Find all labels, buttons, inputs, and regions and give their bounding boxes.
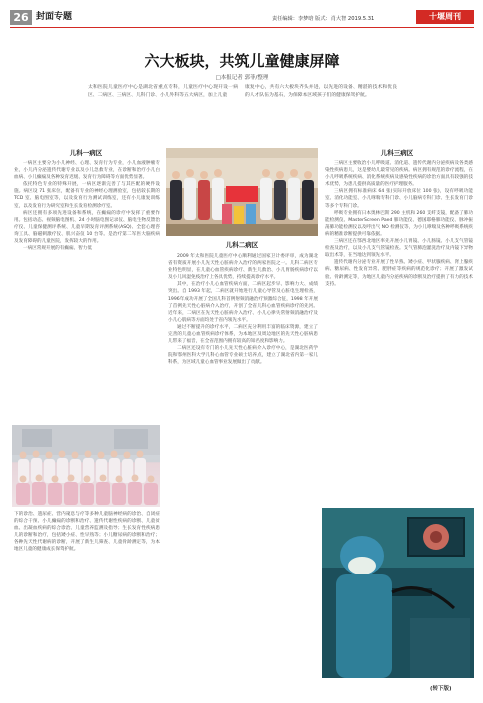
ward2-paragraph: 通过不断提升的诊疗水平，二病区充分利用丰富的临床资源，建立了完善的儿童心血管疾病诊疗体系，为本地区及周边地区的先天性心脏病患儿带来了福音，在全省范围内拥有较高的知名度和影响力。 — [168, 324, 318, 345]
ward1-paragraph: 依托特色专业的特殊开展，一病区逐渐完善了与其匹配的硬件设施。病区设 71 张床位，配备有专业的神经心理测验室，包括较长期的 TCD 室、脑电图室等，以及发育行为测试训练室，还有小儿康复训练室，以及发育行为研究室和生长发育检测诊疗室。 — [14, 182, 160, 209]
editor-info: 责任编辑：李梦晗 版式：肖大智 2019.5.31 — [272, 16, 375, 22]
ward1-text-bottom — [14, 511, 160, 676]
ward1-nurses-photo — [12, 425, 160, 507]
ward3-text — [325, 160, 473, 505]
ward2-paragraph: 其中，在治疗小儿心血管疾病方面，二病区起步早、影响力大、成绩突出。自 1993 年起，二病区就开始进行儿童心导管及心脏电生理检查，1996年成功开展了全国儿科首例射频消融治疗预激综合征，1998 年开展了首例先天性心脏病介入治疗，开创了全省儿科心血管疾病诊疗的先河。近年来，二病区在先天性心脏病介入治疗、小儿心律失常射频消融治疗及小儿心肌病等方面均处于省内领先水平。 — [168, 282, 318, 323]
ward1-paragraph: 病区还拥有多项先进设备和系统，在癫痫的诊疗中发挥了重要作用。包括动态、视频脑电图机、24 小时脑电图记录仪、脑电生物反馈治疗仪、儿童保健测评系统、儿童早期发育评测系统(ASQ)、全套心理咨询工具、脑磁刺激疗仪、肌兴奋仪 10 台等。是治疗第二军医大脑疾病及发育障碍的儿童医院，发挥较大的作用。 — [14, 210, 160, 245]
paper-name-badge: 十堰周刊 — [416, 10, 474, 24]
ward3-paragraph: 呼吸专业拥有日本奥林巴斯 290 主机和 260 支纤支镜，配备了肺功能检测仪、MasterScreen Paed 肺功能仪、德国耶格肺功能仪、脉冲振荡肺功能检测仪以及呼出气 NO 检测仪等，为小儿哮喘及各种呼吸系统疾病的精准诊断提供可靠依据。 — [325, 210, 473, 237]
ward3-paragraph: 遗传代谢内分泌专业开展了性早熟、矮小症、甲状腺疾病、肾上腺疾病、糖尿病、性发育异常、肥胖症等疾病的规范化诊疗；开展了激发试验、骨龄测定等，为地区儿童内分泌疾病的诊断及治疗提供了有力的技术支持。 — [325, 260, 473, 287]
ward1-paragraph: 一病区主要分为小儿神经、心理、发育行为专业，小儿血液肿瘤专业，小儿内分泌遗传代谢专业以及小儿急救专业，在诊断和治疗小儿白血病、小儿癫痫及各种发育迟缓、发育行为障碍等方面优势显著。 — [14, 161, 160, 181]
ward3-title: 儿科三病区 — [380, 149, 414, 157]
header-rule — [10, 27, 474, 28]
lead-right: 康复中心，共有六大板块齐头并进，以先进的设备、精湛的技术和优良的人才队伍为基石，为保障本区域孩子们的健康保驾护航。 — [245, 85, 397, 98]
ward3-endoscopy-photo — [322, 508, 474, 678]
ward3-paragraph: 三病区拥有标准病床 64 张(实际开放床位 100 张)，设有呼吸功能室、消化功能室、小儿哮喘专科门诊、小儿脑病专科门诊、生长发育门诊等多个专科门诊。 — [325, 189, 473, 209]
ward2-group-photo — [166, 148, 318, 236]
ward3-paragraph: 三病区还在鄂西北地区率先开展小儿胃镜、小儿肠镜、小儿支气管镜检查及治疗，以及小儿支气管镜检查。支气管肺泡灌洗治疗及内镜下异物取出术等，在当地达到领先水平。 — [325, 239, 473, 259]
ward2-text — [168, 253, 318, 668]
ward2-paragraph: 2009 年太和医院儿童医疗中心顺利通过国家卫计委评审，成为湖北省有资质开展小儿先天性心脏病介入治疗的两家医院之一。儿科二病区专业特色明显，在儿童心血管疾病诊疗、新生儿救治、小儿胃肠疾病诊疗以及小儿风湿免疫治疗上各具优势，持续提高诊疗水平。 — [168, 254, 318, 281]
ward1-text-top — [14, 160, 160, 422]
lead-left: 太和医院儿童医疗中心是湖北省重点专科，儿童医疗中心现开设一病区、二病区、三病区、儿科门诊、小儿外科等五大病区，加上儿童 — [88, 85, 238, 98]
continued-label: (转下版) — [430, 686, 452, 692]
section-label: 封面专题 — [36, 12, 73, 22]
ward1-paragraph: 下的诊治、遗尿症、营内窥息与疗等多种儿童脑神经病的诊治、自闭症的综合干预、小儿癫痫的诊断和治疗、遗传代谢性疾病的诊断、儿童贫血、出凝血疾病的综合诊治、儿童营养监测及指导；生长发育性疾病患儿的诊断和治疗，包括矮小症、性早熟等；小儿糖尿病的诊断和治疗；各种先天性代谢病的诊断，开展了新生儿筛查、儿童骨龄测定等，为本地区儿童的健康成长保驾护航。 — [14, 512, 160, 553]
ward2-title: 儿科二病区 — [225, 241, 259, 249]
ward1-title: 儿科一病区 — [69, 149, 103, 157]
ward3-paragraph: 三病区主要收治小儿呼吸道、消化道、遗传代谢内分泌疾病及各类感染性疾病患儿，这是婴幼儿最常见的疾病。病区拥有规范的诊疗流程，在小儿呼吸系统疾病、消化系统疾病及感染性疾病的诊治方面具有较强的技术优势，为患儿提供高质量的医疗护理服务。 — [325, 161, 473, 188]
byline: □本报记者 郭菲/整理 — [215, 75, 269, 81]
article-title: 六大板块，共筑儿童健康屏障 — [144, 52, 340, 70]
page-number-badge: 26 — [10, 10, 32, 25]
ward1-paragraph: 一病区常规开展的有癫痫、智力低 — [23, 246, 92, 252]
ward2-paragraph: 二病区还设有专门的小儿先天性心脏病介入诊疗中心，是湖北医药学院和鄂州医科大学儿科心血管专业硕士培养点，建立了湖北省内第一家儿科系，为区域儿童心血管事业发展做出了贡献。 — [168, 346, 318, 366]
